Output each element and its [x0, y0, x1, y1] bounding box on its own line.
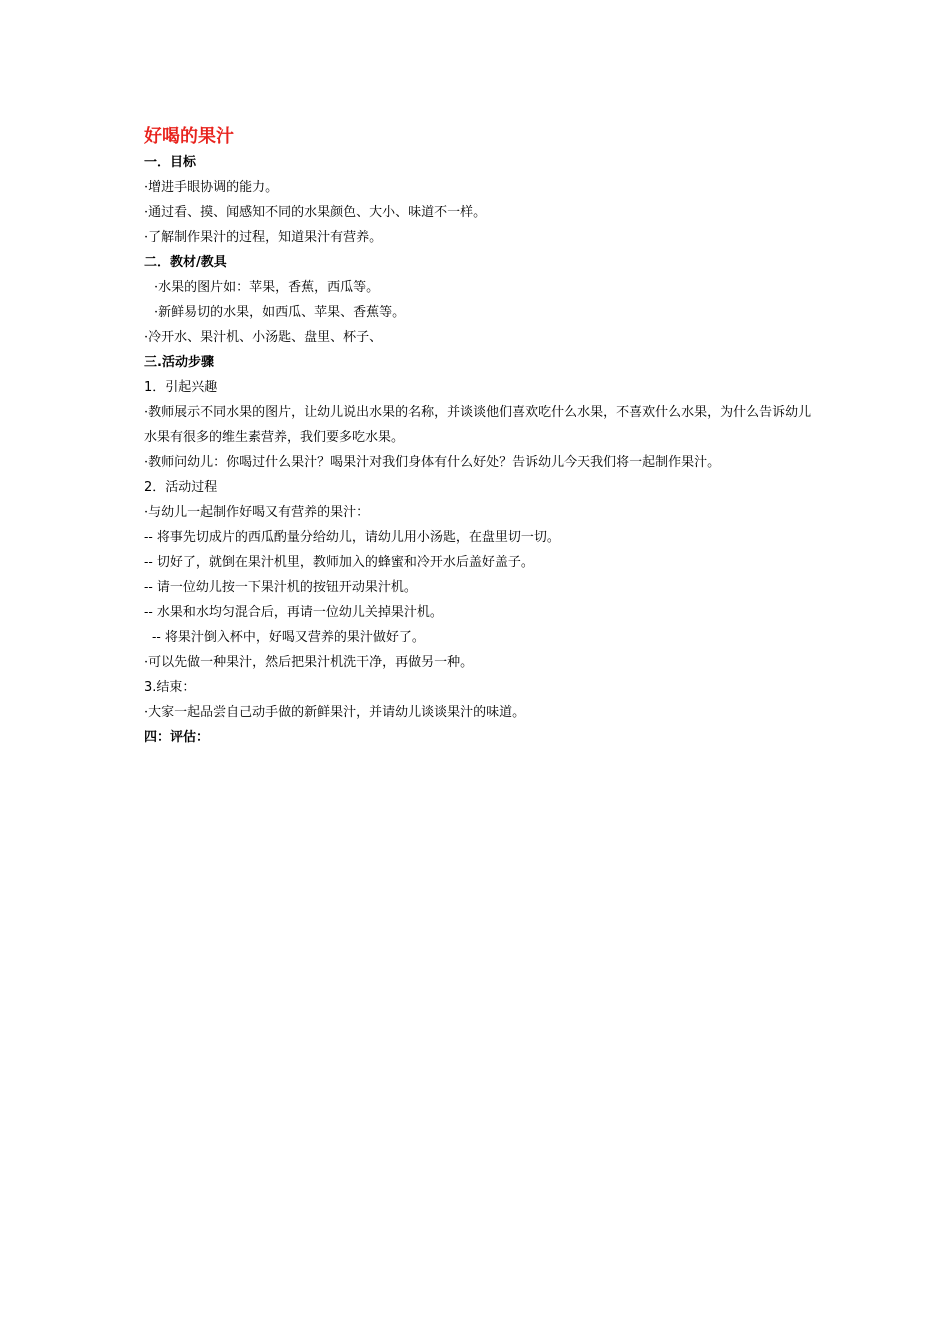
process-item: ·与幼儿一起制作好喝又有营养的果汁：: [144, 505, 370, 520]
section-heading-evaluation: 四：评估：: [144, 730, 210, 745]
material-item: ·冷开水、果汁机、小汤匙、盘里、杯子、: [144, 330, 383, 345]
material-item: ·水果的图片如：苹果，香蕉，西瓜等。: [154, 280, 380, 295]
document-body: [144, 124, 824, 750]
step-heading-end: 3.结束：: [144, 680, 196, 695]
process-item: ·可以先做一种果汁，然后把果汁机洗干净，再做另一种。: [144, 655, 474, 670]
step-paragraph: ·教师展示不同水果的图片，让幼儿说出水果的名称，并谈谈他们喜欢吃什么水果，不喜欢什么水果，为什么告诉幼儿水果有很多的维生素营养，我们要多吃水果。: [144, 405, 812, 445]
section-heading-goals: 一．目标: [144, 155, 197, 170]
end-item: ·大家一起品尝自己动手做的新鲜果汁，并请幼儿谈谈果汁的味道。: [144, 705, 526, 720]
step-paragraph: ·教师问幼儿：你喝过什么果汁？喝果汁对我们身体有什么好处？告诉幼儿今天我们将一起制作果汁。: [144, 455, 721, 470]
process-item: -- 将果汁倒入杯中，好喝又营养的果汁做好了。: [152, 630, 425, 645]
process-item: -- 请一位幼儿按一下果汁机的按钮开动果汁机。: [144, 580, 417, 595]
goal-item: ·增进手眼协调的能力。: [144, 180, 279, 195]
goal-item: ·通过看、摸、闻感知不同的水果颜色、大小、味道不一样。: [144, 205, 487, 220]
process-item: -- 水果和水均匀混合后，再请一位幼儿关掉果汁机。: [144, 605, 443, 620]
process-item: -- 将事先切成片的西瓜酌量分给幼儿，请幼儿用小汤匙，在盘里切一切。: [144, 530, 560, 545]
goal-item: ·了解制作果汁的过程，知道果汁有营养。: [144, 230, 383, 245]
document-title: 好喝的果汁: [144, 126, 234, 147]
step-heading-process: 2．活动过程: [144, 480, 218, 495]
material-item: ·新鲜易切的水果，如西瓜、苹果、香蕉等。: [154, 305, 406, 320]
section-heading-materials: 二．教材/教具: [144, 255, 227, 270]
step-heading-interest: 1．引起兴趣: [144, 380, 218, 395]
section-heading-steps: 三.活动步骤: [144, 355, 214, 370]
process-item: -- 切好了，就倒在果汁机里，教师加入的蜂蜜和冷开水后盖好盖子。: [144, 555, 534, 570]
